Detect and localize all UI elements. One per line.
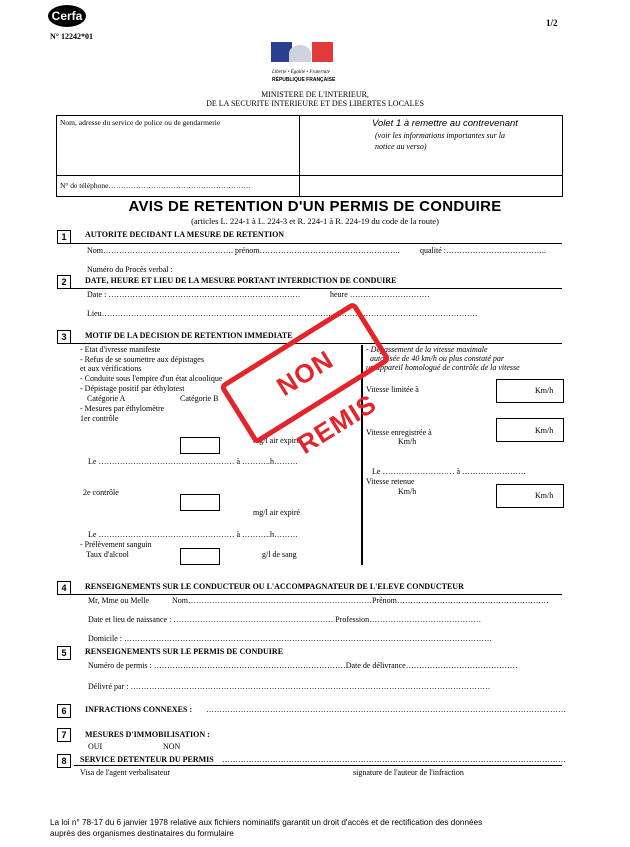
vitesse-enregistree-kmh: Km/h (398, 437, 417, 446)
immobilisation-oui[interactable]: OUI (88, 742, 103, 751)
infractions-field[interactable]: ……………………………………………………………………………………………………………………… (206, 705, 566, 714)
vitesse-retenue-label: Vitesse retenue (366, 477, 415, 486)
top-box-divider-2 (299, 175, 300, 196)
taux-unit: g/l de sang (262, 550, 297, 559)
section-8-number: 8 (57, 754, 71, 768)
section-5-number: 5 (57, 646, 71, 660)
republic-name: RÉPUBLIQUE FRANÇAISE (272, 77, 336, 83)
page-title: AVIS DE RETENTION D'UN PERMIS DE CONDUIRE (128, 198, 502, 215)
domicile-field[interactable]: Domicile : ………………………………………………………………………………………………………………………… (88, 634, 492, 643)
vitesse-text-2: autorisée de 40 km/h ou plus constaté par (370, 354, 504, 363)
date-field[interactable]: Date : ……………………………………………………………… (87, 290, 301, 299)
permis-number-field[interactable]: Numéro de permis : ………………………………………………………………Date de délivrance…………………………………… (88, 661, 518, 670)
volet-note-2: notice au verso) (375, 142, 427, 151)
motif-item-2: - Refus de se soumettre aux dépistages (80, 355, 204, 364)
ministry-line1: MINISTERE DE L'INTERIEUR, (261, 90, 369, 99)
section-8-title: SERVICE DETENTEUR DU PERMIS (80, 755, 214, 764)
signature-label: signature de l'auteur de l'infraction (353, 768, 464, 777)
immobilisation-non[interactable]: NON (163, 742, 181, 751)
category-a[interactable]: Catégorie A (87, 394, 126, 403)
footer-line-2: auprès des organismes destinataires du formulaire (50, 829, 234, 838)
section-1-number: 1 (57, 230, 71, 244)
section-3-number: 3 (57, 330, 71, 344)
republic-motto: Liberté • Égalité • Fraternité (272, 70, 330, 75)
vitesse-enregistree-label: Vitesse enregistrée à (366, 428, 432, 437)
authority-name-field[interactable]: Nom…………………………………………. prénom…………………………………………….. (87, 246, 400, 255)
vitesse-retenue-unit: Km/h (535, 491, 554, 500)
section-7-number: 7 (57, 728, 71, 742)
cerfa-logo: Cerfa (48, 5, 86, 27)
controle1-datetime[interactable]: Le …………………………………………… à ………..h……… (88, 457, 298, 466)
section-1-title: AUTORITE DECIDANT LA MESURE DE RETENTION (85, 230, 285, 239)
section-3-title: MOTIF DE LA DECISION DE RETENTION IMMEDIATE (85, 331, 293, 340)
form-number: N° 12242*01 (50, 32, 93, 41)
vitesse-datetime[interactable]: Le ……………………… à …………………… (372, 467, 526, 476)
vitesse-limitee-box[interactable] (496, 379, 564, 403)
driver-name-field[interactable]: Nom……………………………………………………………Prénom………………………………………………… (172, 596, 549, 605)
visa-label: Visa de l'agent verbalisateur (80, 768, 171, 777)
motif-item-4: - Conduite sous l'empire d'un état alcoolique (80, 374, 223, 383)
motif-item-1: - Etat d'ivresse manifeste (80, 345, 161, 354)
ministry-line2: DE LA SECURITE INTERIEURE ET DES LIBERTES LOCALES (206, 99, 424, 108)
pv-number-label: Numéro du Procès verbal : (87, 265, 173, 274)
section-2-rule (57, 288, 562, 289)
page-number: 1/2 (546, 18, 558, 28)
section-5-title: RENSEIGNEMENTS SUR LE PERMIS DE CONDUIRE (85, 647, 284, 656)
volet-title: Volet 1 à remettre au contrevenant (372, 118, 518, 129)
controle1-value-box[interactable] (180, 437, 220, 454)
vitesse-limitee-label: Vitesse limitée à (366, 385, 419, 394)
vitesse-limitee-unit: Km/h (535, 386, 554, 395)
section-4-number: 4 (57, 581, 71, 595)
taux-label: Taux d'alcool (86, 550, 129, 559)
footer-line-1: La loi n° 78-17 du 6 janvier 1978 relative aux fichiers nominatifs garantit un droit d'accès et de rectification des données (50, 818, 483, 827)
service-detenteur-field[interactable]: ………………………………………………………………………………………………………………… (222, 755, 566, 764)
section-2-number: 2 (57, 275, 71, 289)
civilite-label: Mr, Mme ou Melle (88, 596, 150, 605)
section-7-title: MESURES D'IMMOBILISATION : (85, 730, 210, 739)
lieu-field[interactable]: Lieu…………………………………………………………………………………………………………………………… (87, 309, 478, 318)
controle2-value-box[interactable] (180, 494, 220, 511)
phone-label[interactable]: N° de téléphone………………………………………………… (60, 181, 251, 190)
section-2-title: DATE, HEURE ET LIEU DE LA MESURE PORTANT INTERDICTION DE CONDUIRE (85, 276, 397, 285)
authority-qualite-field[interactable]: qualité :……………………………….. (420, 246, 546, 255)
volet-note-1: (voir les informations importantes sur la (375, 131, 506, 140)
controle2-datetime[interactable]: Le …………………………………………… à ………..h……… (88, 530, 298, 539)
delivre-par-field[interactable]: Délivré par : ……………………………………………………………………………………………………………………… (88, 682, 491, 691)
vitesse-text-1: - Dépassement de la vitesse maximale (366, 345, 488, 354)
birth-profession-field[interactable]: Date et lieu de naissance : …………………………………………………… Profession…………………………………… (88, 615, 482, 624)
taux-value-box[interactable] (180, 548, 220, 565)
controle1-unit: mg/l air expiré (253, 436, 301, 445)
marianne-logo (271, 42, 333, 70)
service-label: Nom, adresse du service de police ou de gendarmerie (60, 118, 221, 127)
controle2-unit: mg/l air expiré (253, 508, 301, 517)
vitesse-enregistree-box[interactable] (496, 418, 564, 442)
vitesse-retenue-kmh: Km/h (398, 487, 417, 496)
top-box-hline (56, 175, 563, 176)
top-box-divider (299, 115, 300, 175)
controle2-label: 2e contrôle (83, 488, 119, 497)
prelevement-label: - Prélèvement sanguin (80, 540, 152, 549)
section-6-number: 6 (57, 704, 71, 718)
vitesse-enregistree-unit: Km/h (535, 426, 554, 435)
section-6-title: INFRACTIONS CONNEXES : (85, 705, 193, 714)
vitesse-retenue-box[interactable] (496, 484, 564, 508)
motif-item-3: et aux vérifications (80, 364, 142, 373)
section-8-rule (74, 765, 562, 766)
page-subtitle: (articles L. 224-1 à L. 224-3 et R. 224-1 à R. 224-19 du code de la route) (191, 216, 439, 226)
non-remis-stamp: NON REMIS (219, 301, 392, 445)
section-4-rule (57, 594, 562, 595)
motif-item-5: - Dépistage positif par éthylotest (80, 384, 185, 393)
category-b[interactable]: Catégorie B (180, 394, 219, 403)
ethylometre-label: - Mesures par éthylomètre (80, 404, 165, 413)
vitesse-text-3: un appareil homologué de contrôle de la vitesse (366, 363, 520, 372)
section-4-title: RENSEIGNEMENTS SUR LE CONDUCTEUR OU L'ACCOMPAGNATEUR DE L'ELEVE CONDUCTEUR (85, 582, 464, 591)
controle1-label: 1er contrôle (80, 414, 119, 423)
section-1-rule (57, 243, 562, 244)
heure-field[interactable]: heure ………………………… (330, 290, 430, 299)
